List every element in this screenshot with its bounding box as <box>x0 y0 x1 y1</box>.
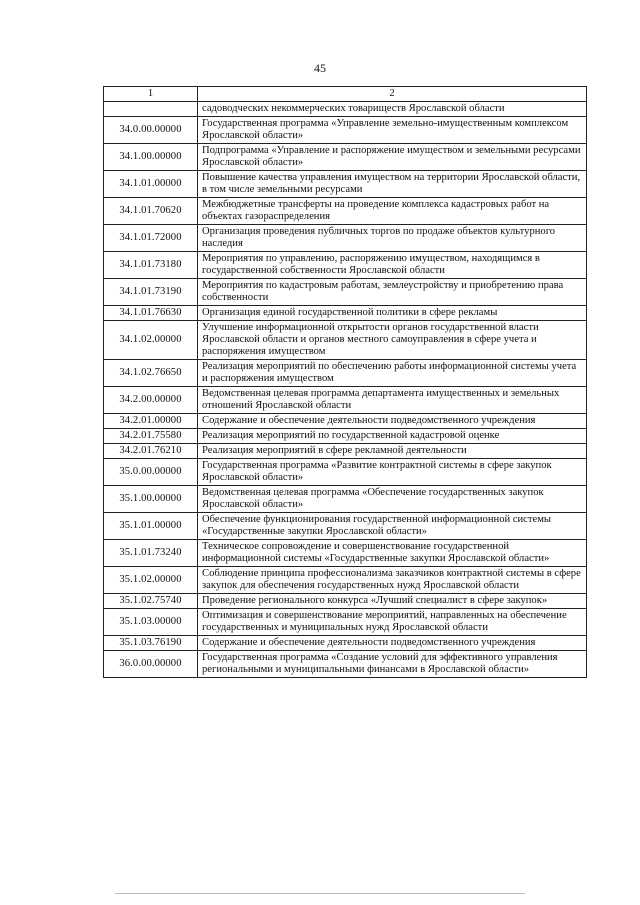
table-row <box>104 429 587 444</box>
table-row <box>104 651 587 678</box>
column-header-description: 2 <box>198 87 587 102</box>
row-description: Реализация мероприятий по обеспечению работы информационной системы учета и распоряжения имуществом <box>198 360 587 387</box>
table-row <box>104 567 587 594</box>
table-row <box>104 540 587 567</box>
table-row <box>104 486 587 513</box>
row-description: садоводческих некоммерческих товариществ Ярославской области <box>198 102 587 117</box>
table-row <box>104 225 587 252</box>
row-description: Проведение регионального конкурса «Лучший специалист в сфере закупок» <box>198 594 587 609</box>
budget-classification-table <box>103 86 587 678</box>
row-description: Повышение качества управления имуществом на территории Ярославской области, в том числе земельными ресурсами <box>198 171 587 198</box>
row-code: 34.1.01.73180 <box>104 252 198 279</box>
row-code: 34.1.01.73190 <box>104 279 198 306</box>
row-description: Подпрограмма «Управление и распоряжение имуществом и земельными ресурсами Ярославской области» <box>198 144 587 171</box>
row-description: Обеспечение функционирования государственной информационной системы «Государственные закупки Ярославской области» <box>198 513 587 540</box>
row-code: 34.1.01.70620 <box>104 198 198 225</box>
row-description: Техническое сопровождение и совершенствование государственной информационной системы «Государственные закупки Ярославской области» <box>198 540 587 567</box>
table-row <box>104 144 587 171</box>
table-row <box>104 459 587 486</box>
table-row <box>104 252 587 279</box>
row-description: Ведомственная целевая программа департамента имущественных и земельных отношений Ярославской области <box>198 387 587 414</box>
row-code: 35.1.03.76190 <box>104 636 198 651</box>
row-code: 34.1.02.76650 <box>104 360 198 387</box>
row-code: 34.2.01.00000 <box>104 414 198 429</box>
row-description: Организация проведения публичных торгов по продаже объектов культурного наследия <box>198 225 587 252</box>
row-code: 34.1.00.00000 <box>104 144 198 171</box>
row-description: Межбюджетные трансферты на проведение комплекса кадастровых работ на объектах газораспределения <box>198 198 587 225</box>
table-row <box>104 171 587 198</box>
table-row <box>104 444 587 459</box>
row-description: Мероприятия по управлению, распоряжению имуществом, находящимся в государственной собственности Ярославской области <box>198 252 587 279</box>
table-row <box>104 414 587 429</box>
table-row <box>104 321 587 360</box>
row-description: Государственная программа «Управление земельно-имущественным комплексом Ярославской области» <box>198 117 587 144</box>
table-row <box>104 594 587 609</box>
row-code: 34.1.02.00000 <box>104 321 198 360</box>
row-code: 34.1.01.76630 <box>104 306 198 321</box>
row-description: Государственная программа «Развитие контрактной системы в сфере закупок Ярославской области» <box>198 459 587 486</box>
row-description: Улучшение информационной открытости органов государственной власти Ярославской области и органов местного самоуправления в сфере учета и распоряжения имуществом <box>198 321 587 360</box>
row-code <box>104 102 198 117</box>
row-code: 35.1.02.75740 <box>104 594 198 609</box>
row-description: Государственная программа «Создание условий для эффективного управления региональными и муниципальными финансами в Ярославской области» <box>198 651 587 678</box>
table-row <box>104 117 587 144</box>
table-row <box>104 198 587 225</box>
row-code: 35.0.00.00000 <box>104 459 198 486</box>
row-code: 34.2.01.75580 <box>104 429 198 444</box>
row-code: 34.1.01.00000 <box>104 171 198 198</box>
table-row <box>104 360 587 387</box>
table-row <box>104 513 587 540</box>
bottom-divider <box>115 893 525 894</box>
row-code: 34.0.00.00000 <box>104 117 198 144</box>
table-row <box>104 306 587 321</box>
row-description: Содержание и обеспечение деятельности подведомственного учреждения <box>198 414 587 429</box>
row-description: Организация единой государственной политики в сфере рекламы <box>198 306 587 321</box>
row-description: Содержание и обеспечение деятельности подведомственного учреждения <box>198 636 587 651</box>
row-code: 35.1.03.00000 <box>104 609 198 636</box>
page-number: 45 <box>314 61 326 75</box>
table-row <box>104 279 587 306</box>
row-code: 35.1.02.00000 <box>104 567 198 594</box>
row-description: Реализация мероприятий по государственной кадастровой оценке <box>198 429 587 444</box>
row-description: Реализация мероприятий в сфере рекламной деятельности <box>198 444 587 459</box>
table-header-row <box>104 87 587 102</box>
row-code: 35.1.01.00000 <box>104 513 198 540</box>
row-code: 34.1.01.72000 <box>104 225 198 252</box>
row-description: Мероприятия по кадастровым работам, землеустройству и приобретению права собственности <box>198 279 587 306</box>
row-code: 36.0.00.00000 <box>104 651 198 678</box>
row-code: 35.1.01.73240 <box>104 540 198 567</box>
column-header-code: 1 <box>104 87 198 102</box>
table-row <box>104 102 587 117</box>
table-row <box>104 387 587 414</box>
row-code: 34.2.01.76210 <box>104 444 198 459</box>
row-code: 35.1.00.00000 <box>104 486 198 513</box>
row-description: Ведомственная целевая программа «Обеспечение государственных закупок Ярославской области» <box>198 486 587 513</box>
row-description: Соблюдение принципа профессионализма заказчиков контрактной системы в сфере закупок для обеспечения государственных нужд Ярославской области <box>198 567 587 594</box>
table-row <box>104 636 587 651</box>
table-row <box>104 609 587 636</box>
row-description: Оптимизация и совершенствование мероприятий, направленных на обеспечение государственных и муниципальных нужд Ярославской области <box>198 609 587 636</box>
row-code: 34.2.00.00000 <box>104 387 198 414</box>
